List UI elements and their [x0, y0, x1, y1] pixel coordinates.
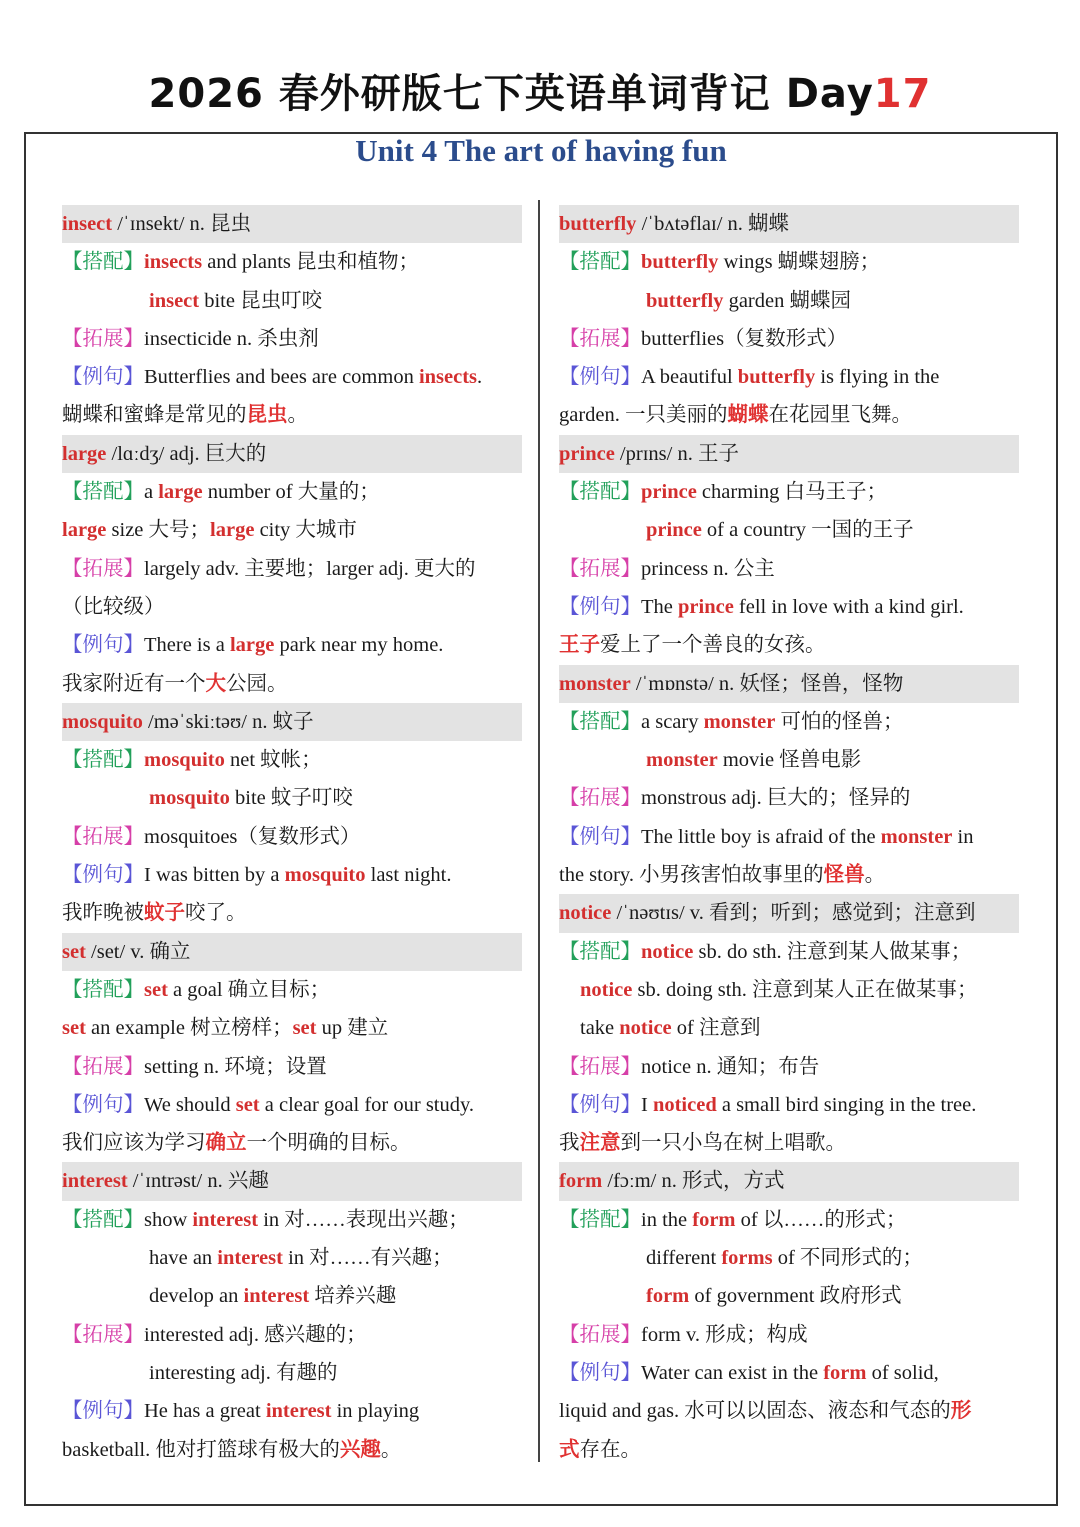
translation-line: [62, 1124, 522, 1162]
text: 蝴蝶和蜜蜂是常见的: [62, 404, 247, 427]
collocation-line: [62, 971, 522, 1009]
translation-line: [559, 1124, 1019, 1162]
text: take: [580, 1017, 620, 1040]
collocation-line: [559, 1009, 1019, 1047]
collocation-tag: 【搭配】: [62, 978, 144, 1001]
collocation-line: [62, 1201, 522, 1239]
keyword-highlight: interest: [243, 1285, 310, 1308]
keyword-highlight: monster: [703, 710, 776, 733]
translation-line: [559, 626, 1019, 664]
collocation-line: [559, 741, 1019, 779]
text: bite 昆虫叮咬: [199, 289, 323, 312]
text: bite 蚊子叮咬: [229, 787, 353, 810]
example-tag: 【例句】: [62, 1400, 144, 1423]
entry-header-set: [62, 933, 522, 971]
example-tag: 【例句】: [559, 825, 641, 848]
headword: prince: [559, 442, 615, 465]
text: setting n. 环境；设置: [144, 1055, 327, 1078]
text: .: [477, 366, 483, 389]
keyword-highlight: notice: [641, 940, 694, 963]
text: garden. 一只美丽的: [559, 404, 728, 427]
text: wings 蝴蝶翅膀；: [718, 251, 881, 274]
translation-line: [559, 396, 1019, 434]
collocation-tag: 【搭配】: [62, 251, 144, 274]
text: 培养兴趣: [309, 1285, 397, 1308]
text: and plants 昆虫和植物；: [202, 251, 420, 274]
translation-line: [559, 856, 1019, 894]
text: 我家附近有一个: [62, 672, 206, 695]
text: A beautiful: [641, 366, 738, 389]
collocation-line: [559, 511, 1019, 549]
text: The little boy is afraid of the: [641, 825, 881, 848]
day-number: 17: [873, 71, 932, 117]
example-tag: 【例句】: [559, 1093, 641, 1116]
keyword-highlight: 兴趣: [339, 1438, 381, 1461]
extension-line: [62, 818, 522, 856]
keyword-highlight: set: [144, 978, 168, 1001]
text: We should: [144, 1093, 236, 1116]
text: 我们应该为学习: [62, 1132, 206, 1155]
text: 到一只小鸟在树上唱歌。: [620, 1132, 846, 1155]
extension-line: [62, 1316, 522, 1354]
collocation-tag: 【搭配】: [62, 749, 144, 772]
example-tag: 【例句】: [62, 1093, 144, 1116]
collocation-line: [559, 282, 1019, 320]
keyword-highlight: mosquito: [149, 787, 230, 810]
keyword-highlight: 昆虫: [246, 404, 288, 427]
text: net 蚊帐；: [224, 749, 322, 772]
headword: mosquito: [62, 710, 143, 733]
collocation-line: [559, 243, 1019, 281]
collocation-tag: 【搭配】: [62, 1208, 144, 1231]
extension-line: [559, 1048, 1019, 1086]
keyword-highlight: butterfly: [737, 366, 816, 389]
translation-line: [559, 1392, 1019, 1430]
keyword-highlight: interest: [192, 1208, 259, 1231]
extension-line: [62, 550, 522, 588]
keyword-highlight: notice: [580, 978, 633, 1001]
text: form v. 形成；构成: [641, 1323, 808, 1346]
text: 可怕的怪兽；: [775, 710, 904, 733]
text: of 注意到: [671, 1017, 761, 1040]
keyword-highlight: monster: [646, 749, 718, 772]
extension-tag: 【拓展】: [559, 557, 641, 580]
keyword-highlight: mosquito: [284, 864, 366, 887]
keyword-highlight: noticed: [652, 1093, 717, 1116]
column-divider: [538, 200, 540, 1462]
text: 我昨晚被: [62, 902, 144, 925]
text: 咬了。: [185, 902, 247, 925]
entry-header-notice: [559, 894, 1019, 932]
entry-header-form: [559, 1162, 1019, 1200]
headword: insect: [62, 213, 113, 235]
keyword-highlight: set: [235, 1093, 260, 1116]
extension-line: [62, 1048, 522, 1086]
text: movie 怪兽电影: [717, 749, 862, 772]
text: city 大城市: [254, 519, 357, 542]
collocation-line: [559, 473, 1019, 511]
translation-line: [559, 1431, 1019, 1469]
example-line: [559, 818, 1019, 856]
text: 。: [864, 864, 886, 887]
text: 一个明确的目标。: [246, 1132, 411, 1155]
keyword-highlight: butterfly: [641, 251, 719, 274]
text: I was bitten by a: [144, 864, 285, 887]
text: last night.: [365, 864, 452, 887]
text: number of 大量的；: [202, 481, 380, 504]
collocation-line: [559, 1277, 1019, 1315]
text: He has a great: [144, 1400, 266, 1423]
extension-line: [559, 779, 1019, 817]
translation-line: [62, 665, 522, 703]
extension-line: [559, 1316, 1019, 1354]
text: fell in love with a kind girl.: [733, 595, 964, 618]
keyword-highlight: 蝴蝶: [727, 404, 769, 427]
extension-tag: 【拓展】: [559, 1055, 641, 1078]
extension-line: [62, 320, 522, 358]
collocation-line: [559, 1201, 1019, 1239]
text: of 以……的形式；: [735, 1208, 907, 1231]
collocation-line: [62, 779, 522, 817]
keyword-highlight: butterfly: [646, 289, 724, 312]
keyword-highlight: 确立: [205, 1132, 247, 1155]
entry-header-mosquito: [62, 703, 522, 741]
example-line: [559, 588, 1019, 626]
collocation-line: [62, 473, 522, 511]
text: 。: [380, 1438, 402, 1461]
text: I: [641, 1093, 653, 1116]
extension-line: [62, 1354, 522, 1392]
text: in 对……表现出兴趣；: [258, 1208, 469, 1231]
text: a goal 确立目标；: [167, 978, 331, 1001]
collocation-line: [559, 703, 1019, 741]
keyword-highlight: 大: [205, 672, 226, 695]
keyword-highlight: notice: [619, 1017, 672, 1040]
text: 。: [287, 404, 308, 427]
text: insecticide n. 杀虫剂: [144, 327, 319, 350]
text: a clear goal for our study.: [259, 1093, 475, 1116]
headword: butterfly: [559, 213, 637, 235]
example-line: [559, 1354, 1019, 1392]
example-tag: 【例句】: [62, 366, 144, 389]
text: /fɔːm/ n. 形式，方式: [602, 1170, 785, 1193]
example-line: [62, 626, 522, 664]
translation-line: [62, 396, 522, 434]
keyword-highlight: 蚊子: [144, 902, 185, 925]
text: a scary: [641, 710, 704, 733]
text: /prɪns/ n. 王子: [614, 442, 739, 465]
translation-line: [62, 1431, 522, 1469]
entry-header-butterfly: [559, 205, 1019, 243]
extension-tag: 【拓展】: [559, 327, 641, 350]
text: basketball. 他对打篮球有极大的: [62, 1438, 340, 1461]
entry-header-interest: [62, 1162, 522, 1200]
example-line: [62, 1392, 522, 1430]
text: /ˈɪntrəst/ n. 兴趣: [127, 1170, 269, 1193]
keyword-highlight: prince: [678, 595, 734, 618]
collocation-line: [62, 1239, 522, 1277]
text: （比较级）: [62, 595, 165, 618]
extension-line: [559, 550, 1019, 588]
example-line: [559, 358, 1019, 396]
entry-header-insect: [62, 205, 522, 243]
headword: form: [559, 1170, 603, 1193]
text: The: [641, 595, 678, 618]
keyword-highlight: prince: [641, 481, 697, 504]
collocation-tag: 【搭配】: [559, 710, 641, 733]
entry-header-large: [62, 435, 522, 473]
example-line: [559, 1086, 1019, 1124]
text: 我: [559, 1132, 580, 1155]
text: of 不同形式的；: [772, 1247, 923, 1270]
text: /ˈnəʊtɪs/ v. 看到；听到；感觉到；注意到: [611, 902, 976, 925]
text: size 大号；: [106, 519, 211, 542]
text: /məˈskiːtəʊ/ n. 蚊子: [142, 710, 314, 733]
extension-line: [62, 588, 522, 626]
page-title: [0, 66, 1080, 122]
extension-tag: 【拓展】: [62, 327, 144, 350]
text: an example 树立榜样；: [85, 1017, 293, 1040]
extension-tag: 【拓展】: [62, 557, 144, 580]
collocation-tag: 【搭配】: [559, 481, 641, 504]
keyword-highlight: large: [62, 519, 107, 542]
headword: monster: [559, 672, 631, 695]
keyword-highlight: prince: [646, 519, 702, 542]
text: There is a: [144, 634, 230, 657]
translation-line: [62, 894, 522, 932]
collocation-tag: 【搭配】: [559, 940, 641, 963]
keyword-highlight: monster: [880, 825, 953, 848]
headword: large: [62, 442, 107, 465]
keyword-highlight: 形: [950, 1400, 972, 1423]
keyword-highlight: 王子: [559, 634, 600, 657]
text: notice n. 通知；布告: [641, 1055, 820, 1078]
text: charming 白马王子；: [696, 481, 887, 504]
text: develop an: [149, 1285, 244, 1308]
text: have an: [149, 1247, 218, 1270]
example-tag: 【例句】: [62, 864, 144, 887]
collocation-line: [62, 741, 522, 779]
text: of solid,: [866, 1361, 939, 1384]
text: largely adv. 主要地；larger adj. 更大的: [144, 557, 476, 580]
text: park near my home.: [274, 634, 444, 657]
text: 公园。: [226, 672, 288, 695]
text: 存在。: [579, 1438, 641, 1461]
text: princess n. 公主: [641, 557, 775, 580]
extension-line: [559, 320, 1019, 358]
text: /ˈbʌtəflaɪ/ n. 蝴蝶: [636, 213, 790, 235]
example-tag: 【例句】: [559, 595, 641, 618]
keyword-highlight: set: [292, 1017, 317, 1040]
example-line: [62, 856, 522, 894]
text: a small bird singing in the tree.: [716, 1093, 977, 1116]
text: /lɑːdʒ/ adj. 巨大的: [106, 442, 267, 465]
text: mosquitoes（复数形式）: [144, 825, 361, 848]
text: in 对……有兴趣；: [282, 1247, 453, 1270]
text: Butterflies and bees are common: [144, 366, 419, 389]
unit-title: Unit 4 The art of having fun: [355, 133, 727, 168]
example-tag: 【例句】: [62, 634, 144, 657]
text: in playing: [331, 1400, 420, 1423]
text: interesting adj. 有趣的: [149, 1361, 338, 1384]
keyword-highlight: 怪兽: [823, 864, 865, 887]
keyword-highlight: large: [158, 481, 203, 504]
keyword-highlight: large: [229, 634, 275, 657]
text: show: [144, 1208, 193, 1231]
keyword-highlight: 式: [559, 1438, 580, 1461]
extension-tag: 【拓展】: [62, 1055, 144, 1078]
extension-tag: 【拓展】: [559, 787, 641, 810]
text: liquid and gas. 水可以以固态、液态和气态的: [559, 1400, 951, 1423]
collocation-tag: 【搭配】: [559, 1208, 641, 1231]
collocation-line: [62, 511, 522, 549]
text: /set/ v. 确立: [85, 940, 191, 963]
headword: interest: [62, 1170, 128, 1193]
collocation-line: [559, 971, 1019, 1009]
text: /ˈɪnsekt/ n. 昆虫: [112, 213, 252, 235]
keyword-highlight: interest: [265, 1400, 332, 1423]
text: a: [144, 481, 159, 504]
right-column: [559, 205, 1019, 1469]
keyword-highlight: 注意: [579, 1132, 621, 1155]
collocation-line: [559, 1239, 1019, 1277]
text: up 建立: [316, 1017, 389, 1040]
headword: notice: [559, 902, 612, 925]
keyword-highlight: large: [210, 519, 255, 542]
text: sb. doing sth. 注意到某人正在做某事；: [632, 978, 978, 1001]
text: /ˈmɒnstə/ n. 妖怪；怪兽，怪物: [630, 672, 904, 695]
example-tag: 【例句】: [559, 1361, 641, 1384]
collocation-line: [62, 1009, 522, 1047]
text: monstrous adj. 巨大的；怪异的: [641, 787, 911, 810]
text: butterflies（复数形式）: [641, 327, 848, 350]
left-column: [62, 205, 522, 1469]
extension-tag: 【拓展】: [62, 825, 144, 848]
text: the story. 小男孩害怕故事里的: [559, 864, 824, 887]
text: sb. do sth. 注意到某人做某事；: [693, 940, 972, 963]
text: interested adj. 感兴趣的；: [144, 1323, 367, 1346]
text: is flying in the: [815, 366, 940, 389]
text: of a country 一国的王子: [701, 519, 914, 542]
keyword-highlight: set: [62, 1017, 86, 1040]
keyword-highlight: form: [646, 1285, 690, 1308]
keyword-highlight: forms: [721, 1247, 773, 1270]
title-text: 2026 春外研版七下英语单词背记 Day: [148, 71, 874, 117]
keyword-highlight: insects: [418, 366, 478, 389]
example-line: [62, 358, 522, 396]
extension-tag: 【拓展】: [559, 1323, 641, 1346]
collocation-line: [62, 243, 522, 281]
text: Water can exist in the: [641, 1361, 824, 1384]
example-tag: 【例句】: [559, 366, 641, 389]
keyword-highlight: insects: [144, 251, 203, 274]
keyword-highlight: form: [692, 1208, 736, 1231]
entry-header-monster: [559, 665, 1019, 703]
text: 爱上了一个善良的女孩。: [600, 634, 826, 657]
headword: set: [62, 940, 86, 963]
collocation-tag: 【搭配】: [559, 251, 641, 274]
collocation-line: [559, 933, 1019, 971]
text: different: [646, 1247, 722, 1270]
keyword-highlight: mosquito: [144, 749, 225, 772]
collocation-line: [62, 282, 522, 320]
text: of government 政府形式: [689, 1285, 902, 1308]
collocation-line: [62, 1277, 522, 1315]
example-line: [62, 1086, 522, 1124]
keyword-highlight: interest: [217, 1247, 283, 1270]
keyword-highlight: form: [823, 1361, 867, 1384]
collocation-tag: 【搭配】: [62, 481, 144, 504]
text: 在花园里飞舞。: [768, 404, 913, 427]
keyword-highlight: insect: [149, 289, 200, 312]
text: in: [952, 825, 974, 848]
text: in the: [641, 1208, 693, 1231]
text: garden 蝴蝶园: [723, 289, 851, 312]
entry-header-prince: [559, 435, 1019, 473]
extension-tag: 【拓展】: [62, 1323, 144, 1346]
